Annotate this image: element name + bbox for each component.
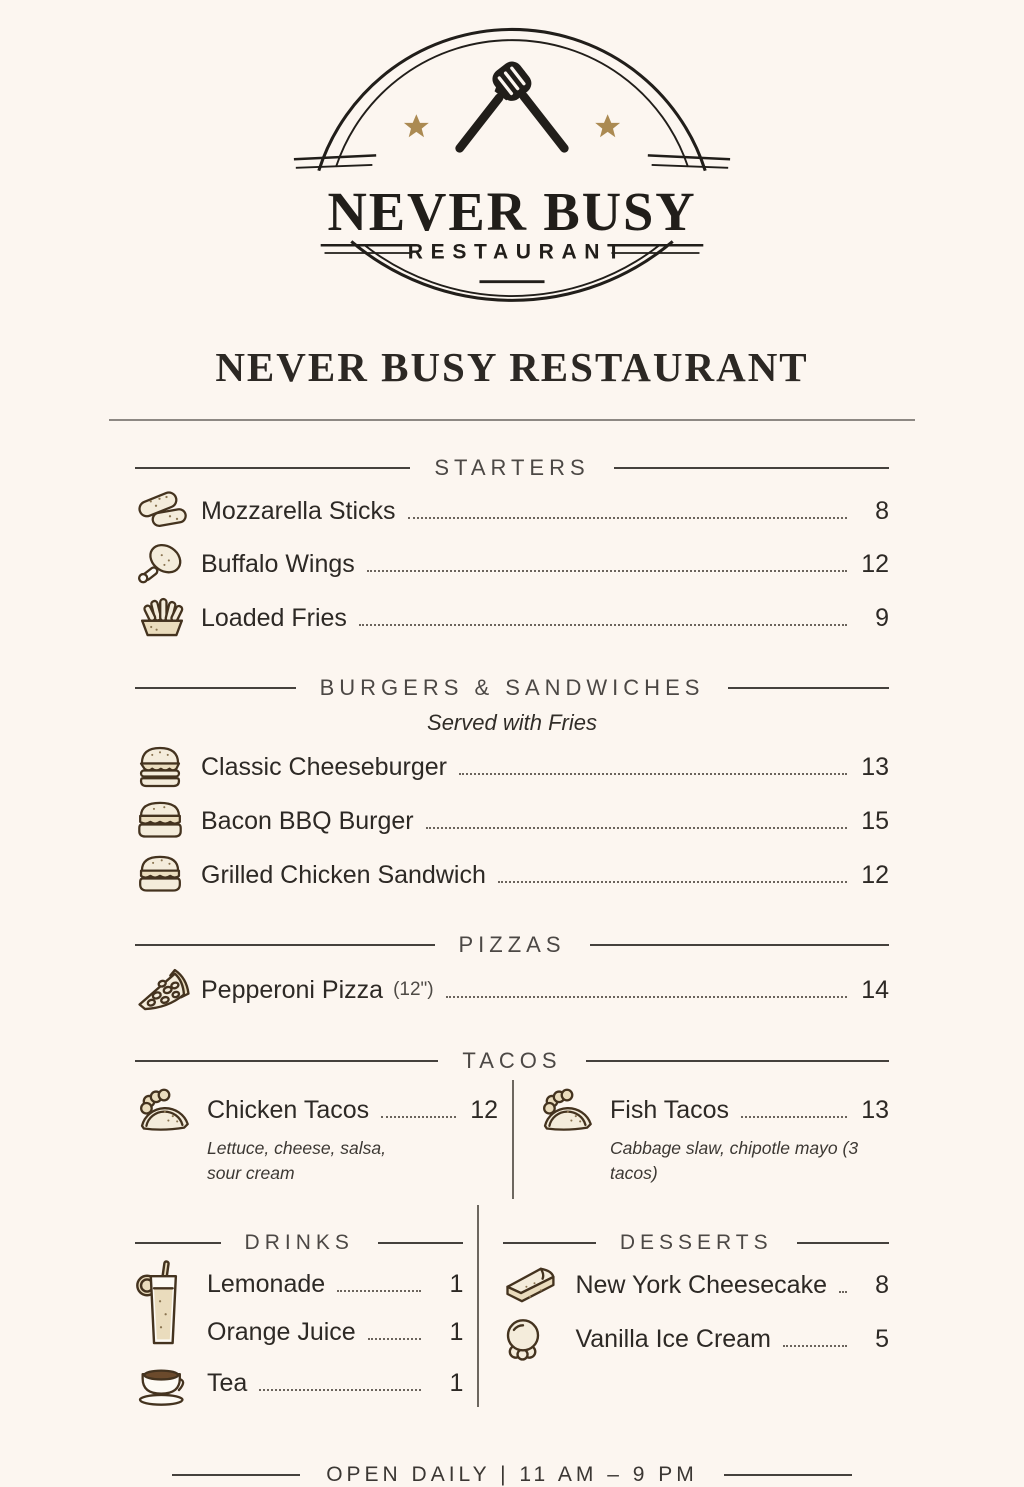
drinks-desserts-columns bbox=[109, 1205, 915, 1407]
tacos-columns bbox=[109, 1080, 915, 1199]
menu-item-row bbox=[135, 798, 889, 844]
menu-item-row bbox=[503, 1315, 889, 1363]
divider-line bbox=[724, 1474, 852, 1476]
dotted-leader bbox=[368, 1338, 422, 1340]
title-divider bbox=[109, 419, 915, 421]
restaurant-logo bbox=[109, 0, 915, 319]
divider-line bbox=[135, 1242, 221, 1244]
sandwich-icon bbox=[135, 852, 201, 898]
page-title: NEVER BUSY RESTAURANT bbox=[215, 344, 809, 390]
dotted-leader bbox=[337, 1290, 421, 1292]
item-price: 14 bbox=[861, 975, 889, 1004]
divider-line bbox=[135, 687, 296, 689]
section-header-desserts bbox=[503, 1231, 889, 1255]
ice-cream-icon bbox=[503, 1317, 575, 1361]
dotted-leader bbox=[741, 1116, 847, 1118]
taco-icon bbox=[135, 1087, 207, 1133]
menu-item-row bbox=[135, 595, 889, 641]
section-title: DRINKS bbox=[244, 1231, 354, 1254]
logo-subname-text: RESTAURANT bbox=[407, 240, 628, 264]
section-title: PIZZAS bbox=[458, 932, 566, 957]
item-price: 12 bbox=[861, 549, 889, 578]
divider-line bbox=[503, 1242, 595, 1244]
cheesecake-icon bbox=[503, 1263, 575, 1307]
cheeseburger-icon bbox=[135, 744, 201, 790]
section-header-pizzas bbox=[135, 932, 889, 958]
divider-line bbox=[590, 944, 890, 946]
menu-item-row bbox=[135, 966, 889, 1014]
tacos-left-column bbox=[109, 1080, 512, 1199]
section-header-tacos bbox=[135, 1048, 889, 1074]
section-subtitle: Served with Fries bbox=[427, 710, 597, 735]
item-name: New York Cheesecake bbox=[575, 1270, 827, 1299]
burger-icon bbox=[135, 798, 201, 844]
star-icon bbox=[404, 114, 620, 137]
divider-line bbox=[728, 687, 889, 689]
item-price: 12 bbox=[470, 1095, 498, 1124]
section-title: STARTERS bbox=[434, 455, 590, 480]
item-name: Bacon BBQ Burger bbox=[201, 806, 414, 835]
item-name: Lemonade bbox=[207, 1269, 326, 1298]
divider-line bbox=[135, 1060, 438, 1062]
item-name: Buffalo Wings bbox=[201, 549, 355, 578]
logo-name-text: NEVER BUSY bbox=[327, 181, 697, 242]
item-price: 13 bbox=[861, 1095, 889, 1124]
item-price: 13 bbox=[861, 752, 889, 781]
dotted-leader bbox=[426, 827, 847, 829]
mozzarella-sticks-icon bbox=[135, 489, 201, 533]
fries-basket-icon bbox=[135, 595, 201, 641]
dotted-leader bbox=[367, 570, 847, 572]
menu-item-row bbox=[135, 1086, 498, 1134]
divider-line bbox=[135, 944, 435, 946]
menu-item-row bbox=[135, 1359, 463, 1407]
divider-line bbox=[586, 1060, 889, 1062]
logo-badge-icon bbox=[292, 14, 732, 314]
item-price: 9 bbox=[875, 603, 889, 632]
menu-item-row bbox=[207, 1311, 463, 1353]
lemonade-glass-icon bbox=[135, 1259, 207, 1351]
menu-item-row bbox=[135, 489, 889, 533]
section-header-burgers bbox=[135, 675, 889, 701]
section-header-starters bbox=[135, 455, 889, 481]
menu-item-row bbox=[207, 1263, 463, 1305]
starters-list bbox=[109, 489, 915, 641]
dotted-leader bbox=[408, 517, 848, 519]
item-price: 12 bbox=[861, 860, 889, 889]
menu-page bbox=[109, 0, 915, 1487]
drinks-rows bbox=[207, 1257, 463, 1353]
divider-line bbox=[797, 1242, 889, 1244]
item-description: Lettuce, cheese, salsa, sour cream bbox=[207, 1138, 386, 1183]
tacos-right-column bbox=[512, 1080, 915, 1199]
item-name: Loaded Fries bbox=[201, 603, 347, 632]
item-price: 8 bbox=[875, 496, 889, 525]
pizza-slice-icon bbox=[135, 966, 201, 1014]
tea-cup-icon bbox=[135, 1360, 207, 1406]
item-name: Classic Cheeseburger bbox=[201, 752, 447, 781]
item-name: Tea bbox=[207, 1368, 248, 1397]
dotted-leader bbox=[259, 1389, 421, 1391]
item-description: Cabbage slaw, chipotle mayo (3 tacos) bbox=[610, 1138, 859, 1183]
item-price: 1 bbox=[449, 1317, 464, 1346]
item-name: Mozzarella Sticks bbox=[201, 496, 396, 525]
hours-text: OPEN DAILY | 11 AM – 9 PM bbox=[326, 1463, 698, 1486]
dotted-leader bbox=[783, 1345, 847, 1347]
item-name: Fish Tacos bbox=[610, 1095, 730, 1124]
menu-item-row bbox=[538, 1086, 889, 1134]
section-header-drinks bbox=[135, 1231, 463, 1255]
divider-line bbox=[378, 1242, 464, 1244]
drumstick-icon bbox=[135, 541, 201, 587]
desserts-column bbox=[477, 1205, 915, 1407]
dotted-leader bbox=[446, 996, 847, 998]
footer-hours bbox=[109, 1463, 915, 1487]
item-name: Vanilla Ice Cream bbox=[575, 1324, 771, 1353]
item-price: 15 bbox=[861, 806, 889, 835]
dotted-leader bbox=[359, 624, 847, 626]
item-price: 1 bbox=[449, 1269, 464, 1298]
item-note: (12") bbox=[393, 979, 434, 1000]
divider-line bbox=[172, 1474, 300, 1476]
item-price: 1 bbox=[449, 1368, 464, 1397]
menu-item-row bbox=[503, 1261, 889, 1309]
item-name: Grilled Chicken Sandwich bbox=[201, 860, 486, 889]
crossed-spatula-icon bbox=[488, 57, 580, 161]
pizzas-list bbox=[109, 966, 915, 1014]
dotted-leader bbox=[839, 1291, 847, 1293]
divider-line bbox=[135, 467, 410, 469]
menu-item-row bbox=[135, 541, 889, 587]
item-name: Pepperoni Pizza bbox=[201, 975, 384, 1004]
item-price: 8 bbox=[875, 1270, 889, 1299]
drinks-column bbox=[109, 1205, 477, 1407]
dotted-leader bbox=[381, 1116, 456, 1118]
divider-line bbox=[614, 467, 889, 469]
menu-item-row bbox=[135, 852, 889, 898]
item-price: 5 bbox=[875, 1324, 889, 1353]
drinks-combo bbox=[135, 1257, 463, 1353]
section-title: DESSERTS bbox=[619, 1231, 773, 1254]
dotted-leader bbox=[459, 773, 847, 775]
item-name: Chicken Tacos bbox=[207, 1095, 370, 1124]
taco-icon bbox=[538, 1087, 610, 1133]
item-name: Orange Juice bbox=[207, 1317, 356, 1346]
menu-item-row bbox=[135, 744, 889, 790]
dotted-leader bbox=[498, 881, 847, 883]
section-title: BURGERS & SANDWICHES bbox=[319, 675, 705, 700]
section-title: TACOS bbox=[462, 1048, 562, 1073]
burgers-list bbox=[109, 744, 915, 898]
